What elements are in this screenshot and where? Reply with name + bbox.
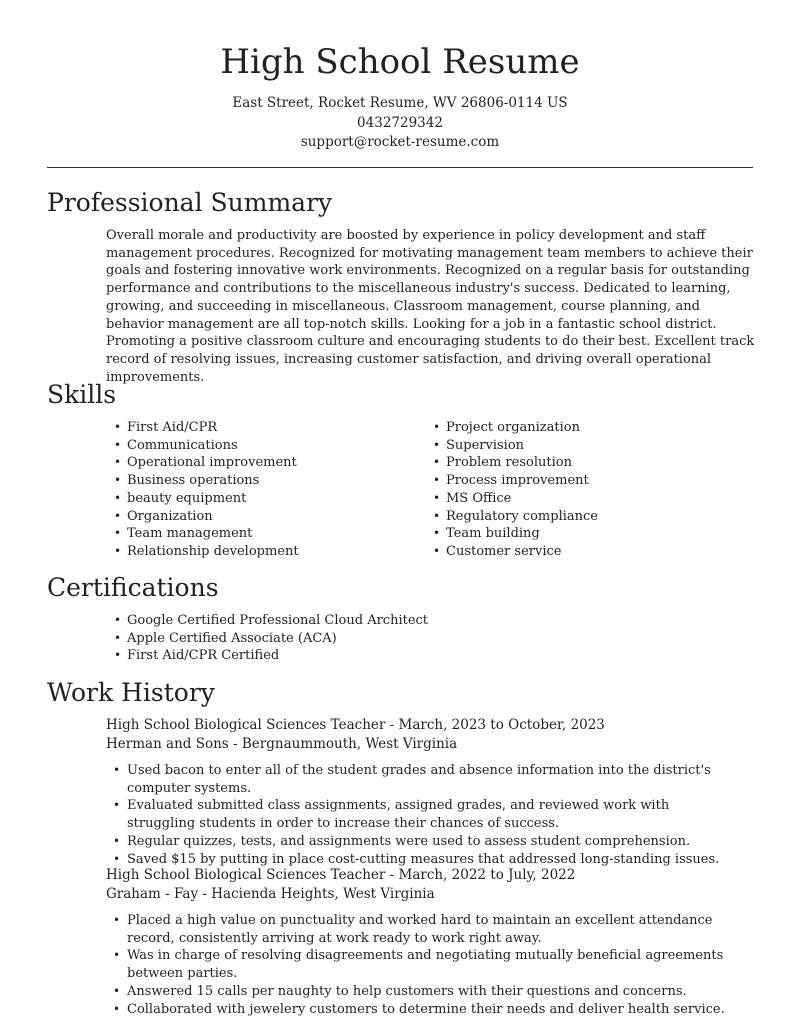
list-item: • First Aid/CPR Certified xyxy=(106,647,428,665)
resume-name: High School Resume xyxy=(220,42,580,82)
list-item: • Business operations xyxy=(106,472,299,490)
job-entry xyxy=(106,716,756,868)
contact-email[interactable]: support@rocket-resume.com xyxy=(300,134,500,150)
list-item: • Regulatory compliance xyxy=(425,508,598,526)
list-item: • Communications xyxy=(106,437,299,455)
list-item: • Was in charge of resolving disagreements and negotiating mutually beneficial agreements between parties. xyxy=(85,947,735,982)
header-divider xyxy=(47,167,753,168)
list-item: • Team management xyxy=(106,525,299,543)
skills-list-right xyxy=(425,419,598,561)
resume-header xyxy=(0,0,800,153)
list-item: • Organization xyxy=(106,508,299,526)
list-item: • Collaborated with jewelery customers to determine their needs and deliver health service. xyxy=(85,1001,735,1019)
certifications-list xyxy=(106,612,428,665)
job-company: Graham - Fay - Hacienda Heights, West Virginia xyxy=(106,886,435,902)
job-title: High School Biological Sciences Teacher - March, 2022 to July, 2022 xyxy=(106,867,576,883)
list-item: • beauty equipment xyxy=(106,490,299,508)
list-item: • Problem resolution xyxy=(425,454,598,472)
list-item: • MS Office xyxy=(425,490,598,508)
list-item: • Google Certified Professional Cloud Architect xyxy=(106,612,428,630)
job-title: High School Biological Sciences Teacher - March, 2023 to October, 2023 xyxy=(106,717,605,733)
section-title-skills: Skills xyxy=(47,380,117,409)
list-item: • Process improvement xyxy=(425,472,598,490)
list-item: • Used bacon to enter all of the student grades and absence information into the district's computer systems. xyxy=(85,762,735,797)
section-title-certifications: Certifications xyxy=(47,573,219,602)
list-item: • Customer service xyxy=(425,543,598,561)
job-bullets xyxy=(106,912,756,1018)
contact-phone: 0432729342 xyxy=(357,114,443,131)
job-bullets xyxy=(106,762,756,868)
list-item: • Evaluated submitted class assignments, assigned grades, and reviewed work with struggling students in order to increase their chances of success. xyxy=(85,797,735,832)
contact-block xyxy=(0,94,800,153)
list-item: • Team building xyxy=(425,525,598,543)
list-item: • First Aid/CPR xyxy=(106,419,299,437)
list-item: • Project organization xyxy=(425,419,598,437)
list-item: • Regular quizzes, tests, and assignments were used to assess student comprehension. xyxy=(85,833,735,851)
list-item: • Placed a high value on punctuality and worked hard to maintain an excellent attendance record, consistently arriving at work ready to work right away. xyxy=(85,912,735,947)
list-item: • Supervision xyxy=(425,437,598,455)
contact-address: East Street, Rocket Resume, WV 26806-0114 US xyxy=(232,95,568,111)
job-entry xyxy=(106,866,756,1018)
summary-text: Overall morale and productivity are boosted by experience in policy development and staff management procedures. Recognized for motivating management team members to achieve their goals and fostering innovative work environments. Recognized on a regular basis for outstanding performance and contributions to the miscellaneous industry's success. Dedicated to learning, growing, and succeeding in miscellaneous. Classroom management, course planning, and behavior management are all top-notch skills. Looking for a job in a fantastic school district. Promoting a positive classroom culture and encouraging students to do their best. Excellent track record of resolving issues, increasing customer satisfaction, and driving overall operational improvements. xyxy=(106,228,755,385)
list-item: • Apple Certified Associate (ACA) xyxy=(106,630,428,648)
section-title-summary: Professional Summary xyxy=(47,188,333,217)
list-item: • Relationship development xyxy=(106,543,299,561)
job-company: Herman and Sons - Bergnaummouth, West Virginia xyxy=(106,736,458,752)
list-item: • Answered 15 calls per naughty to help customers with their questions and concerns. xyxy=(85,983,735,1001)
list-item: • Saved $15 by putting in place cost-cutting measures that addressed long-standing issues. xyxy=(85,851,735,869)
skills-list-left xyxy=(106,419,299,561)
list-item: • Operational improvement xyxy=(106,454,299,472)
section-title-work-history: Work History xyxy=(47,678,215,707)
